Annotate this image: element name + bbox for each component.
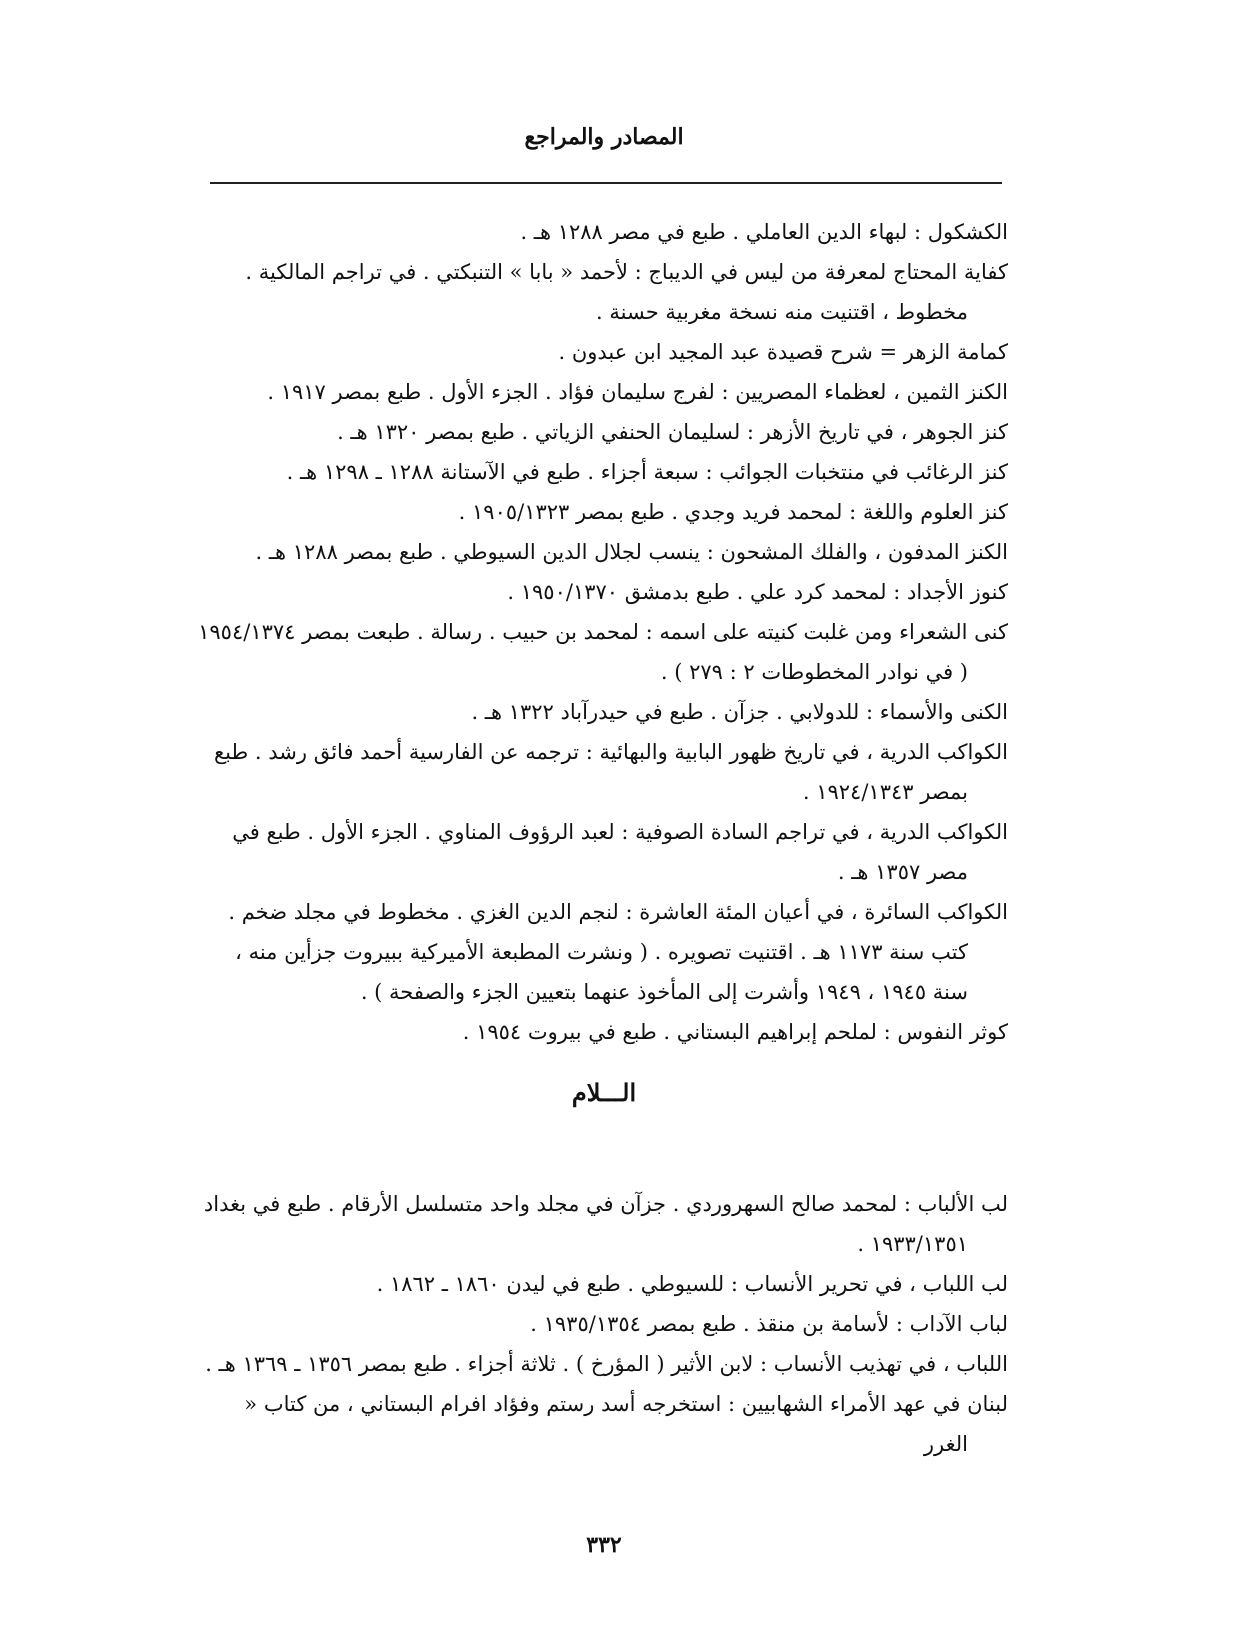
bibliography-entry: لب الألباب : لمحمد صالح السهروردي . جزآن في مجلد واحد متسلسل الأرقام . طبع في بغداد ١٩٣٣/١٣٥١ . bbox=[203, 1192, 1008, 1256]
bibliography-entry: لباب الآداب : لأسامة بن منقذ . طبع بمصر ١٩٣٥/١٣٥٤ . bbox=[530, 1312, 1008, 1336]
bibliography-entry: الكشكول : لبهاء الدين العاملي . طبع في مصر ١٢٨٨ هـ . bbox=[520, 220, 1008, 244]
bibliography-entry: كمامة الزهر = شرح قصيدة عبد المجيد ابن عبدون . bbox=[558, 340, 1008, 364]
bibliography-entry: كفاية المحتاج لمعرفة من ليس في الديباج : لأحمد « بابا » التنبكتي . في تراجم المالكية . مخطوط ، اقتنيت منه نسخة مغربية حسنة . bbox=[245, 260, 1008, 324]
bibliography-entry: الكواكب الدرية ، في تراجم السادة الصوفية : لعبد الرؤوف المناوي . الجزء الأول . طبع في مصر ١٣٥٧ هـ . bbox=[232, 820, 1008, 884]
bibliography-list-lam bbox=[198, 1184, 1008, 1464]
bibliography-entry: الكنز المدفون ، والفلك المشحون : ينسب لجلال الدين السيوطي . طبع بمصر ١٢٨٨ هـ . bbox=[255, 540, 1008, 564]
bibliography-entry: كنى الشعراء ومن غلبت كنيته على اسمه : لمحمد بن حبيب . رسالة . طبعت بمصر ١٩٥٤/١٣٧٤ ( في نوادر المخطوطات ٢ : ٢٧٩ ) . bbox=[198, 620, 1008, 684]
bibliography-entry: كنز الجوهر ، في تاريخ الأزهر : لسليمان الحنفي الزياتي . طبع بمصر ١٣٢٠ هـ . bbox=[337, 420, 1008, 444]
bibliography-entry: الكواكب السائرة ، في أعيان المئة العاشرة : لنجم الدين الغزي . مخطوط في مجلد ضخم . كتب سنة ١١٧٣ هـ . اقتنيت تصويره . ( ونشرت المطبعة الأميركية ببيروت جزأين منه ، سنة ١٩٤٥ ، ١٩٤٩ وأشرت إلى المأخوذ عنهما بتعيين الجزء والصفحة ) . bbox=[228, 900, 1008, 1004]
bibliography-entry: الكواكب الدرية ، في تاريخ ظهور البابية والبهائية : ترجمه عن الفارسية أحمد فائق رشد . طبع بمصر ١٩٢٤/١٣٤٣ . bbox=[214, 740, 1008, 804]
bibliography-entry: الكنى والأسماء : للدولابي . جزآن . طبع في حيدرآباد ١٣٢٢ هـ . bbox=[471, 700, 1008, 724]
bibliography-entry: كوثر النفوس : لملحم إبراهيم البستاني . طبع في بيروت ١٩٥٤ . bbox=[462, 1020, 1008, 1044]
bibliography-list-kaf bbox=[198, 212, 1008, 1052]
bibliography-entry: الكنز الثمين ، لعظماء المصريين : لفرج سليمان فؤاد . الجزء الأول . طبع بمصر ١٩١٧ . bbox=[267, 380, 1008, 404]
bibliography-entry: كنوز الأجداد : لمحمد كرد علي . طبع بدمشق ١٩٥٠/١٣٧٠ . bbox=[507, 580, 1008, 604]
bibliography-entry: لب اللباب ، في تحرير الأنساب : للسيوطي . طبع في ليدن ١٨٦٠ ـ ١٨٦٢ . bbox=[376, 1272, 1008, 1296]
page-number: ٣٣٢ bbox=[586, 1532, 622, 1558]
header-rule bbox=[210, 182, 1002, 184]
bibliography-entry: لبنان في عهد الأمراء الشهابيين : استخرجه أسد رستم وفؤاد افرام البستاني ، من كتاب « الغرر bbox=[244, 1392, 1008, 1456]
bibliography-entry: اللباب ، في تهذيب الأنساب : لابن الأثير ( المؤرخ ) . ثلاثة أجزاء . طبع بمصر ١٣٥٦ ـ ١٣٦٩ هـ . bbox=[205, 1352, 1008, 1376]
section-heading-lam: الـــلام bbox=[571, 1078, 637, 1107]
running-header: المصادر والمراجع bbox=[524, 124, 684, 150]
bibliography-entry: كنز العلوم واللغة : لمحمد فريد وجدي . طبع بمصر ١٩٠٥/١٣٢٣ . bbox=[458, 500, 1008, 524]
bibliography-entry: كنز الرغائب في منتخبات الجوائب : سبعة أجزاء . طبع في الآستانة ١٢٨٨ ـ ١٢٩٨ هـ . bbox=[286, 460, 1008, 484]
